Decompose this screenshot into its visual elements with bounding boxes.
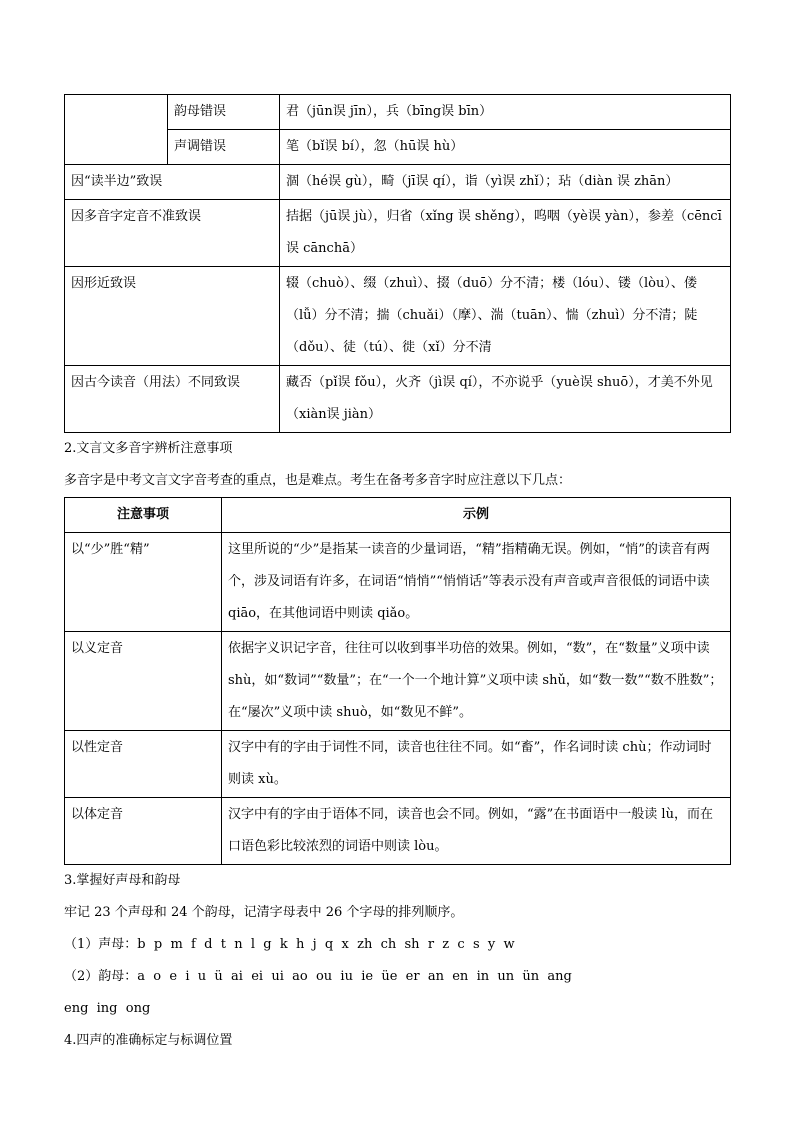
table-cell: 藏否（pǐ误 fǒu），火齐（jì误 qí），不亦说乎（yuè误 shuō），才美不外见（xiàn误 jiàn） [280, 366, 731, 433]
table-row [65, 798, 731, 865]
table-cell: 拮据（jū误 jù），归省（xǐng 误 shěng），呜咽（yè误 yàn），参差（cēncī误 cānchā） [280, 200, 731, 267]
table-row [65, 200, 731, 267]
table-cell: 以体定音 [65, 798, 222, 865]
table-row [65, 533, 731, 632]
table-cell: 因形近致误 [65, 267, 280, 366]
table-row [65, 165, 731, 200]
shengmu-list: b p m f d t n l g k h j q x zh ch sh r z c s y w [137, 937, 515, 952]
table-cell: 因多音字定音不准致误 [65, 200, 280, 267]
table-cell: 笔（bǐ误 bí），忽（hū误 hù） [280, 130, 731, 165]
table-cell: 这里所说的“少”是指某一读音的少量词语，“精”指精确无误。例如，“悄”的读音有两个，涉及词语有许多，在词语“悄悄”“悄悄话”等表示没有声音或声音很低的词语中读 qiāo，在其他词语中则读 qiǎo。 [222, 533, 731, 632]
table-row [65, 632, 731, 731]
shengmu-label: （1）声母： [64, 937, 138, 952]
table-cell: 涸（hé误 gù），畸（jī误 qí），诣（yì误 zhǐ）；玷（diàn 误 zhān） [280, 165, 731, 200]
table-header-row [65, 498, 731, 533]
yunmu-label: （2）韵母： [64, 969, 138, 984]
yunmu-line [64, 961, 730, 993]
yunmu-list: a o e i u ü ai ei ui ao ou iu ie üe er an en in un ün ang [137, 969, 572, 984]
section-heading: 3.掌握好声母和韵母 [64, 873, 181, 888]
table-cell: 韵母错误 [168, 95, 280, 130]
shengmu-line [64, 929, 730, 961]
column-header: 示例 [222, 498, 731, 533]
section-heading: 4.四声的准确标定与标调位置 [64, 1033, 233, 1048]
section-intro: 牢记 23 个声母和 24 个韵母，记清字母表中 26 个字母的排列顺序。 [64, 905, 464, 920]
table-cell: 因古今读音（用法）不同致误 [65, 366, 280, 433]
table-row [65, 366, 731, 433]
table-cell: 以义定音 [65, 632, 222, 731]
table-cell: 以性定音 [65, 731, 222, 798]
table-row [65, 267, 731, 366]
table-cell: 因“读半边”致误 [65, 165, 280, 200]
table-cell: 汉字中有的字由于词性不同，读音也往往不同。如“畜”，作名词时读 chù；作动词时则读 xù。 [222, 731, 731, 798]
table-cell: 汉字中有的字由于语体不同，读音也会不同。例如，“露”在书面语中一般读 lù，而在口语色彩比较浓烈的词语中则读 lòu。 [222, 798, 731, 865]
table-cell: 以“少”胜“精” [65, 533, 222, 632]
table-cell: 君（jūn误 jīn），兵（bīng误 bīn） [280, 95, 731, 130]
table-cell: 辍（chuò）、缀（zhuì）、掇（duō）分不清；楼（lóu）、镂（lòu）、偻（lǚ）分不清；揣（chuǎi）（摩）、湍（tuān）、惴（zhuì）分不清；陡（dǒu）、徒（tú）、徙（xǐ）分不清 [280, 267, 731, 366]
table-cell: 声调错误 [168, 130, 280, 165]
document-page [64, 94, 730, 1057]
polyphone-table [64, 497, 731, 865]
table-row [65, 95, 731, 130]
yunmu-line-2: eng ing ong [64, 1001, 151, 1016]
table-cell [65, 95, 168, 165]
column-header: 注意事项 [65, 498, 222, 533]
section-heading: 2.文言文多音字辨析注意事项 [64, 441, 233, 456]
table-row [65, 731, 731, 798]
misreading-table [64, 94, 731, 433]
section-intro: 多音字是中考文言文字音考查的重点，也是难点。考生在备考多音字时应注意以下几点： [64, 473, 572, 488]
table-cell: 依据字义识记字音，往往可以收到事半功倍的效果。例如，“数”，在“数量”义项中读shù，如“数词”“数量”；在“一个一个地计算”义项中读 shǔ，如“数一数”“数不胜数”；在“屡次”义项中读 shuò，如“数见不鲜”。 [222, 632, 731, 731]
